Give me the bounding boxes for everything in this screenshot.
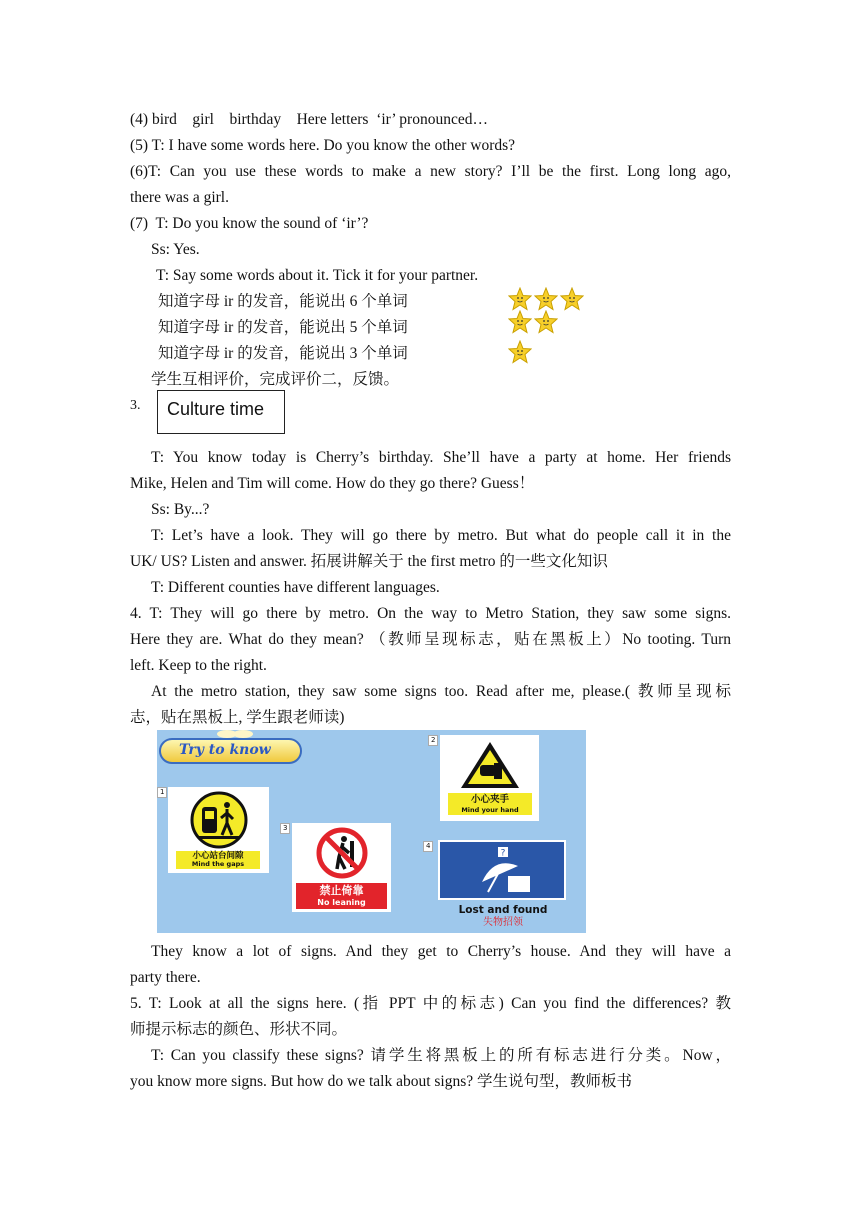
para-3-line1: T: Let’s have a look. They will go there by metro. But what do people call it in the <box>151 527 731 544</box>
sign-number: 1 <box>157 787 167 798</box>
sign-label-box <box>448 793 532 815</box>
para-7-line1: T: Can you classify these signs? 请学生将黑板上的所有标志进行分类。Now， <box>151 1047 731 1064</box>
criteria-2: 知道字母 ir 的发音，能说出 5 个单词 <box>158 319 408 336</box>
para-7-line2: you know more signs. But how do we talk about signs? 学生说句型，教师板书 <box>130 1073 633 1090</box>
sign-cn-label: 禁止倚靠 <box>319 884 364 897</box>
mind-hand-icon <box>458 739 522 791</box>
sign-number: 4 <box>423 841 433 852</box>
no-leaning-icon <box>307 827 377 879</box>
section-5-line1: 5. T: Look at all the signs here. (指 PPT 中的标志) Can you find the differences? 教 <box>130 995 731 1012</box>
angel-icon <box>215 730 255 740</box>
para-1-line2: Mike, Helen and Tim will come. How do they go there? Guess！ <box>130 475 535 492</box>
sign-number: 3 <box>280 823 290 834</box>
mind-gap-icon <box>188 791 250 849</box>
para-5-line1: At the metro station, they saw some signs too. Read after me, please.( 教师呈现标 <box>151 683 731 700</box>
section-4-line1: 4. T: They will go there by metro. On the way to Metro Station, they saw some signs. <box>130 605 731 622</box>
svg-text:?: ? <box>500 848 506 859</box>
item-5: (5) T: I have some words here. Do you know the other words? <box>130 137 516 154</box>
sign-label-box <box>176 851 260 869</box>
sign-en-label: Mind your hand <box>461 806 519 814</box>
sign-en-label: Lost and found <box>458 904 548 916</box>
star-icon <box>508 310 532 334</box>
lost-found-panel <box>438 840 566 900</box>
try-to-know-banner: Try to know <box>159 738 302 764</box>
criteria-1: 知道字母 ir 的发音，能说出 6 个单词 <box>158 293 408 310</box>
sign-cn-label: 失物招领 <box>483 917 523 928</box>
sign-lost-and-found <box>436 840 570 930</box>
section-4-line3: left. Keep to the right. <box>130 657 267 674</box>
star-icon <box>534 287 558 311</box>
item-6-line2: there was a girl. <box>130 189 229 206</box>
sign-en-label: No leaning <box>317 898 366 907</box>
star-icon <box>534 310 558 334</box>
star-icon <box>560 287 584 311</box>
sign-cn-label: 小心站台间隙 <box>192 851 244 861</box>
item-6-line1: (6)T: Can you use these words to make a new story? I’ll be the first. Long long ago, <box>130 163 731 180</box>
section-4-line2: Here they are. What do they mean? （教师呈现标志，贴在黑板上）No tooting. Turn <box>130 631 731 648</box>
sign-no-leaning <box>292 823 391 912</box>
sign-label-box <box>296 883 387 909</box>
section-3-title-box <box>157 390 285 434</box>
sign-en-label: Mind the gaps <box>191 860 245 868</box>
sign-cn-label: 小心夹手 <box>470 794 509 805</box>
item-7: (7) T: Do you know the sound of ‘ir’? <box>130 215 369 232</box>
umbrella-icon <box>478 846 534 896</box>
section-5-line2: 师提示标志的颜色、形状不同。 <box>130 1021 348 1038</box>
peer-evaluation: 学生互相评价，完成评价二，反馈。 <box>151 371 400 388</box>
t-say: T: Say some words about it. Tick it for your partner. <box>156 267 479 284</box>
star-icon <box>508 340 532 364</box>
item-4: (4) bird girl birthday Here letters ‘ir’ pronounced… <box>130 111 488 128</box>
sign-mind-your-hand <box>440 735 539 821</box>
para-1-line1: T: You know today is Cherry’s birthday. She’ll have a party at home. Her friends <box>151 449 731 466</box>
ss-yes: Ss: Yes. <box>151 241 200 258</box>
para-4: T: Different counties have different languages. <box>151 579 440 596</box>
para-5-line2: 志，贴在黑板上, 学生跟老师读) <box>130 709 345 726</box>
para-2: Ss: By...? <box>151 501 210 518</box>
para-3-line2: UK/ US? Listen and answer. 拓展讲解关于 the first metro 的一些文化知识 <box>130 553 608 570</box>
para-6-line2: party there. <box>130 969 201 986</box>
signs-slide <box>157 730 586 933</box>
criteria-3: 知道字母 ir 的发音，能说出 3 个单词 <box>158 345 408 362</box>
para-6-line1: They know a lot of signs. And they get to Cherry’s house. And they will have a <box>151 943 731 960</box>
section-3-number: 3. <box>130 398 141 413</box>
sign-number: 2 <box>428 735 438 746</box>
section-3-title: Culture time <box>167 399 265 419</box>
star-icon <box>508 287 532 311</box>
sign-mind-the-gaps <box>168 787 269 873</box>
